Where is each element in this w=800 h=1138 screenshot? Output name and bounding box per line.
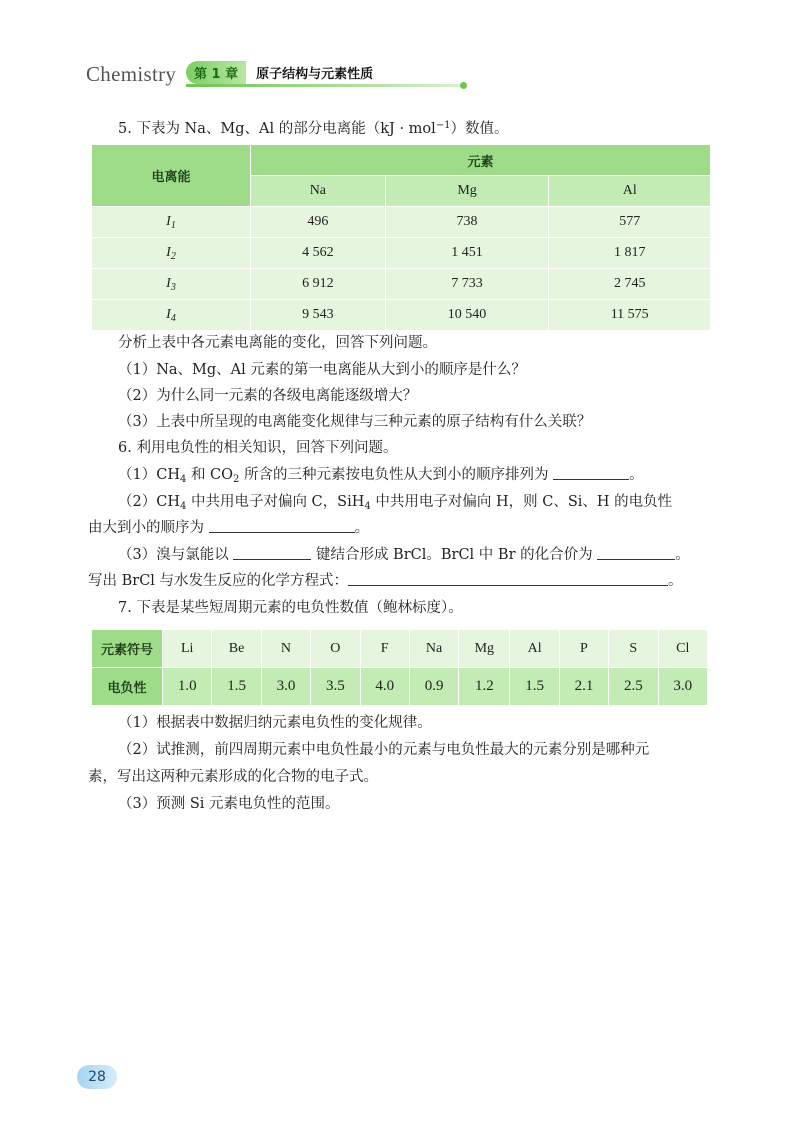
table-group-header: 元素 — [251, 145, 711, 176]
row-label: $I_2$ — [92, 238, 251, 269]
table-row — [92, 269, 711, 300]
table-cell: 2.5 — [609, 668, 658, 706]
q6-sub3-cont: 写出 BrCl 与水发生反应的化学方程式： 。 — [88, 573, 683, 589]
electronegativity-table — [91, 629, 708, 706]
table-corner: 电离能 — [92, 145, 251, 207]
table-cell: 0.9 — [409, 668, 458, 706]
answer-blank — [553, 465, 629, 480]
table-cell: 1.5 — [510, 668, 559, 706]
row-label: 元素符号 — [92, 630, 163, 668]
row-label: $I_3$ — [92, 269, 251, 300]
table-cell: 1.0 — [163, 668, 212, 706]
q7-intro: 7. 下表是某些短周期元素的电负性数值（鲍林标度）。 — [118, 600, 463, 616]
q5-sub3: （3）上表中所呈现的电离能变化规律与三种元素的原子结构有什么关联？ — [118, 414, 592, 430]
table-cell: 10 540 — [385, 300, 549, 331]
column-header: Al — [549, 176, 711, 207]
q5-sub1: （1）Na、Mg、Al 元素的第一电离能从大到小的顺序是什么？ — [118, 362, 526, 378]
table-cell: 1 451 — [385, 238, 549, 269]
table-cell: 1.5 — [212, 668, 261, 706]
column-header: Mg — [385, 176, 549, 207]
brand-title: Chemistry — [86, 62, 177, 86]
table-cell: 9 543 — [251, 300, 386, 331]
chapter-band — [186, 60, 381, 84]
q7-sub2-cont: 素，写出这两种元素形成的化合物的电子式。 — [88, 769, 378, 785]
chapter-underline — [186, 84, 462, 87]
table-cell: 496 — [251, 207, 386, 238]
q7-sub1: （1）根据表中数据归纳元素电负性的变化规律。 — [118, 715, 432, 731]
q6-sub1: $(1)CH_4$ 和 $CO_2$ 所含的三种元素按电负性从大到小的顺序排列为 。 — [118, 467, 644, 485]
table-cell: Li — [163, 630, 212, 668]
answer-blank — [348, 571, 668, 586]
table-cell: 738 — [385, 207, 549, 238]
ionization-energy-table — [91, 144, 711, 331]
q6-sub2-cont: 由大到小的顺序为 。 — [88, 520, 370, 536]
column-header: Na — [251, 176, 386, 207]
table-cell: 577 — [549, 207, 711, 238]
table-cell: 2.1 — [559, 668, 608, 706]
table-row — [92, 207, 711, 238]
table-cell: 3.5 — [311, 668, 360, 706]
table-cell: Na — [409, 630, 458, 668]
table-cell: 7 733 — [385, 269, 549, 300]
q7-sub2: （2）试推测，前四周期元素中电负性最小的元素与电负性最大的元素分别是哪种元 — [118, 742, 650, 758]
chapter-dot-icon — [460, 82, 467, 89]
table-cell: S — [609, 630, 658, 668]
table-row — [92, 630, 708, 668]
table-cell: 6 912 — [251, 269, 386, 300]
table-cell: Be — [212, 630, 261, 668]
table-cell: 4 562 — [251, 238, 386, 269]
table-cell: O — [311, 630, 360, 668]
table-cell: 1.2 — [459, 668, 510, 706]
table-cell: 3.0 — [658, 668, 707, 706]
row-label: $I_1$ — [92, 207, 251, 238]
table-cell: 4.0 — [360, 668, 409, 706]
answer-blank — [209, 518, 355, 533]
table-cell: 11 575 — [549, 300, 711, 331]
table-cell: 1 817 — [549, 238, 711, 269]
q5-intro: 5. 下表为 Na、Mg、Al 的部分电离能（kJ · mol$^{-1}$）数值。 — [118, 120, 509, 137]
table-cell: Al — [510, 630, 559, 668]
table-cell: N — [261, 630, 310, 668]
table-row — [92, 300, 711, 331]
q6-sub3: （3）溴与氯能以 键结合形成 BrCl。BrCl 中 Br 的化合价为 。 — [118, 547, 690, 563]
row-label: 电负性 — [92, 668, 163, 706]
table-cell: P — [559, 630, 608, 668]
chapter-title: 原子结构与元素性质 — [256, 66, 374, 82]
table-cell: 2 745 — [549, 269, 711, 300]
table-cell: Mg — [459, 630, 510, 668]
table-cell: 3.0 — [261, 668, 310, 706]
chapter-number: 第 1 章 — [186, 61, 246, 84]
table-cell: Cl — [658, 630, 707, 668]
page-number: 28 — [77, 1065, 117, 1089]
table-row — [92, 668, 708, 706]
q5-lead: 分析上表中各元素电离能的变化，回答下列问题。 — [118, 335, 437, 351]
answer-blank — [597, 545, 675, 560]
q6-sub2: $(2)CH_4$ 中共用电子对偏向 C，SiH$_4$ 中共用电子对偏向 H，则 C、Si、H 的电负性 — [118, 494, 673, 512]
table-cell: F — [360, 630, 409, 668]
answer-blank — [233, 545, 311, 560]
q6-intro: 6. 利用电负性的相关知识，回答下列问题。 — [118, 440, 398, 456]
table-row — [92, 238, 711, 269]
row-label: $I_4$ — [92, 300, 251, 331]
q7-sub3: （3）预测 Si 元素电负性的范围。 — [118, 796, 340, 812]
q5-sub2: （2）为什么同一元素的各级电离能逐级增大？ — [118, 388, 418, 404]
